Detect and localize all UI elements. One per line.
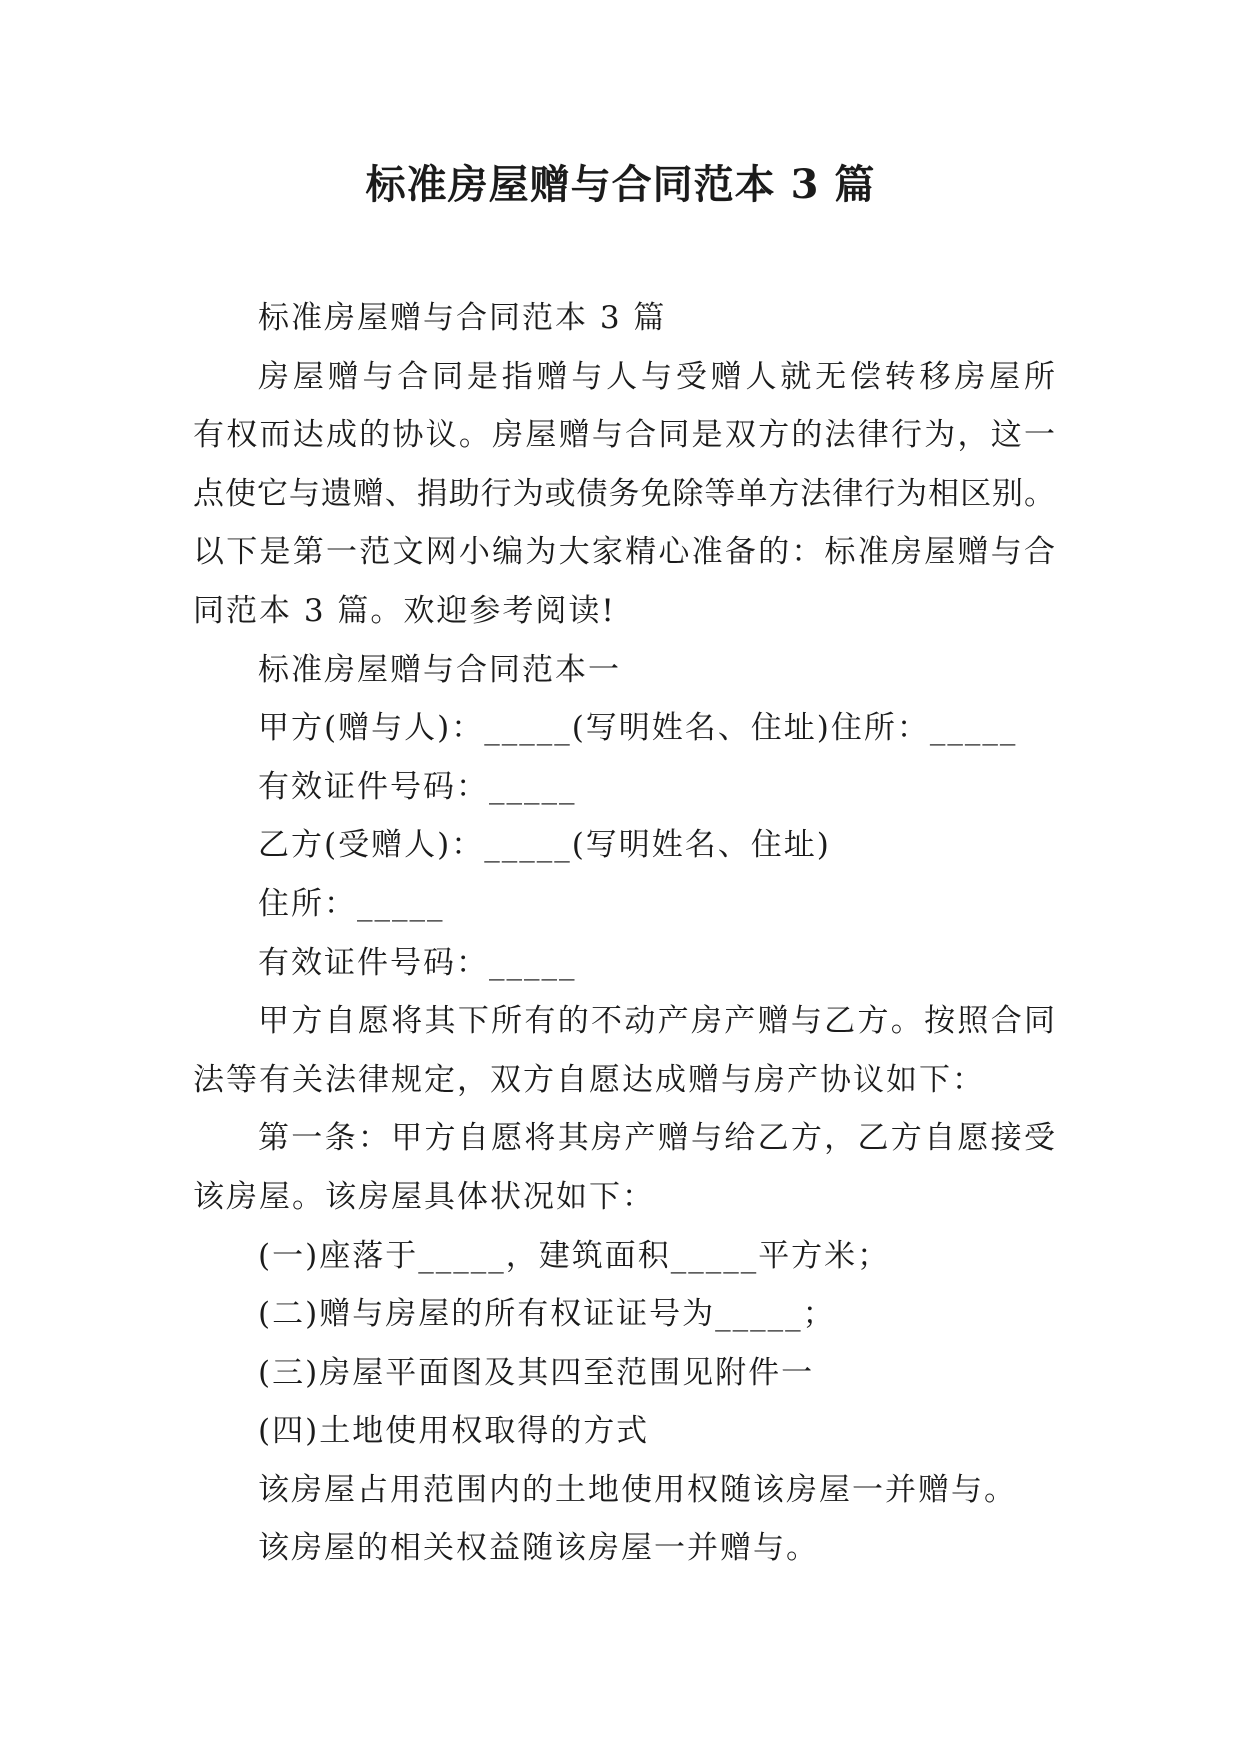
paragraph-line: 有效证件号码：_____ xyxy=(258,944,577,981)
paragraph-land-rights xyxy=(193,1461,1055,1520)
clause-item-3 xyxy=(193,1344,1055,1403)
paragraph-line: 标准房屋赠与合同范本一 xyxy=(258,651,621,688)
paragraph-line: 法等有关法律规定，双方自愿达成赠与房产协议如下： xyxy=(193,1061,985,1098)
clause-item-1 xyxy=(193,1227,1055,1286)
paragraph-line: 乙方(受赠人)：_____(写明姓名、住址) xyxy=(258,827,831,864)
paragraph-line: 房屋赠与合同是指赠与人与受赠人就无偿转移房屋所 xyxy=(258,358,1055,395)
article-1 xyxy=(193,1109,1055,1226)
paragraph-line: 甲方(赠与人)：_____(写明姓名、住址)住所：_____ xyxy=(258,710,1018,747)
paragraph-line: (三)房屋平面图及其四至范围见附件一 xyxy=(258,1354,815,1391)
paragraph-related-rights xyxy=(193,1519,1055,1578)
paragraph-line: (一)座落于_____，建筑面积_____平方米； xyxy=(258,1237,891,1274)
paragraph-agreement xyxy=(193,992,1055,1109)
paragraph-line: 第一条：甲方自愿将其房产赠与给乙方，乙方自愿接受 xyxy=(258,1120,1055,1157)
party-b-id-field xyxy=(193,934,1055,993)
paragraph-subtitle xyxy=(193,289,1055,348)
paragraph-line: 该房屋的相关权益随该房屋一并赠与。 xyxy=(258,1530,819,1567)
paragraph-line: 该房屋占用范围内的土地使用权随该房屋一并赠与。 xyxy=(258,1471,1017,1508)
paragraph-line: 以下是第一范文网小编为大家精心准备的：标准房屋赠与合 xyxy=(193,534,1055,571)
section-heading xyxy=(193,641,1055,700)
paragraph-line: 该房屋。该房屋具体状况如下： xyxy=(193,1178,655,1215)
document-title: 标准房屋赠与合同范本 3 篇 xyxy=(365,161,876,208)
paragraph-line: 有效证件号码：_____ xyxy=(258,768,577,805)
party-b-address-field xyxy=(193,875,1055,934)
paragraph-intro xyxy=(193,348,1055,641)
party-a-field xyxy=(193,699,1055,758)
paragraph-line: (二)赠与房屋的所有权证证号为_____； xyxy=(258,1296,836,1333)
paragraph-line: (四)土地使用权取得的方式 xyxy=(258,1413,650,1450)
paragraph-line: 标准房屋赠与合同范本 3 篇 xyxy=(258,300,667,336)
party-b-field xyxy=(193,816,1055,875)
paragraph-line: 有权而达成的协议。房屋赠与合同是双方的法律行为，这一 xyxy=(193,417,1055,454)
paragraph-line: 同范本 3 篇。欢迎参考阅读! xyxy=(193,592,616,629)
clause-item-4 xyxy=(193,1402,1055,1461)
paragraph-line: 点使它与遗赠、捐助行为或债务免除等单方法律行为相区别。 xyxy=(193,475,1055,512)
paragraph-line: 甲方自愿将其下所有的不动产房产赠与乙方。按照合同 xyxy=(258,1003,1055,1040)
document-body xyxy=(193,289,1055,1578)
paragraph-line: 住所：_____ xyxy=(258,885,445,922)
party-a-id-field xyxy=(193,758,1055,817)
clause-item-2 xyxy=(193,1285,1055,1344)
